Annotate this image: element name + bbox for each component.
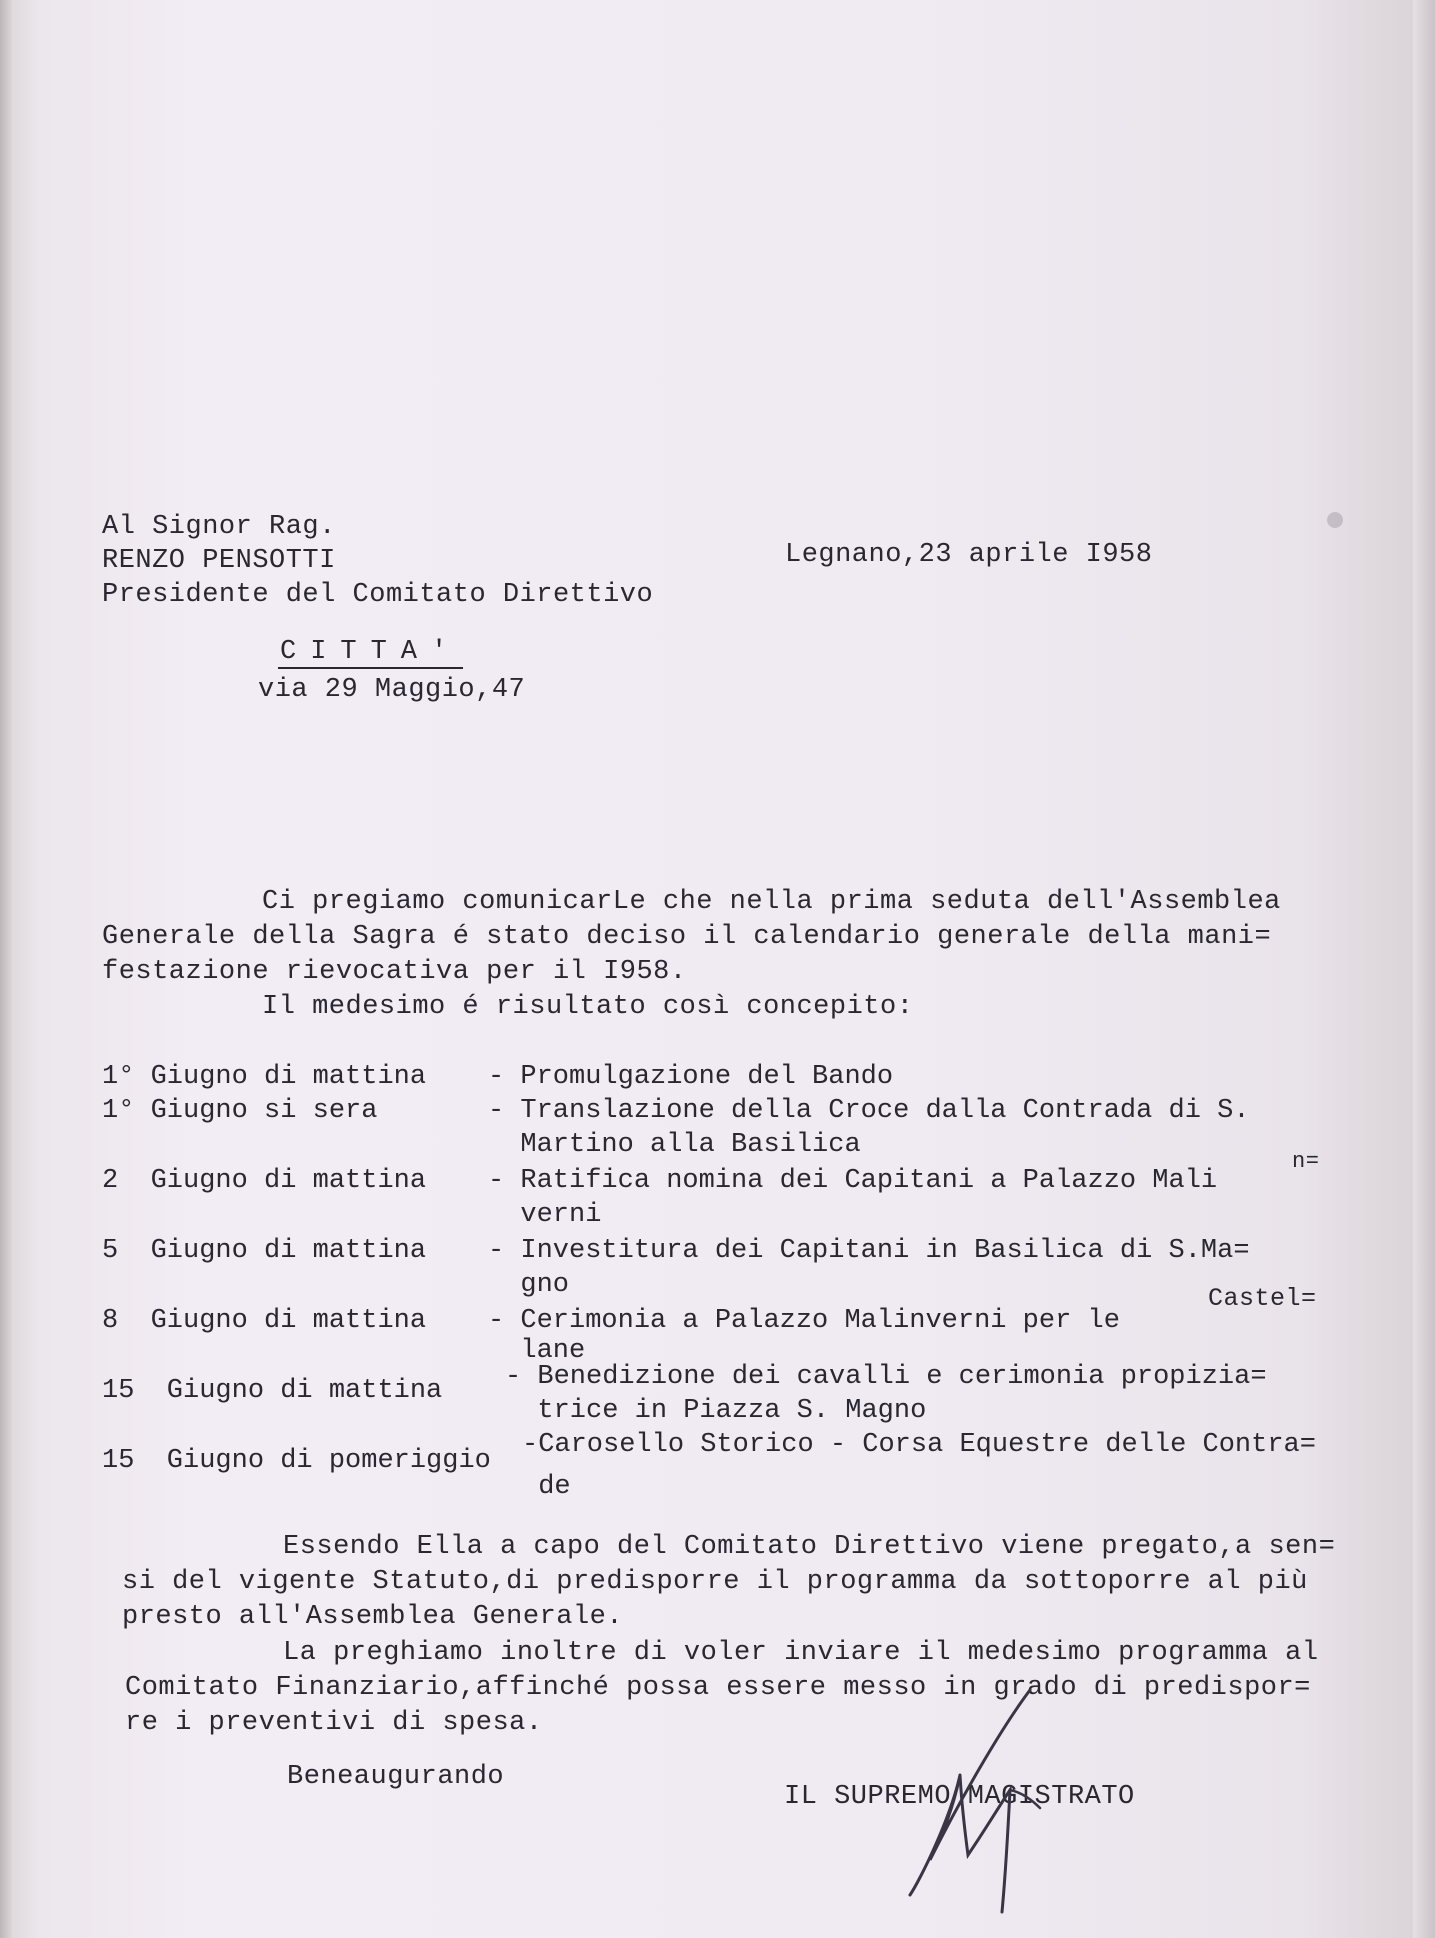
schedule-desc: - Cerimonia a Palazzo Malinverni per le (488, 1306, 1120, 1336)
closing-line: presto all'Assemblea Generale. (122, 1602, 624, 1632)
schedule-desc: - Translazione della Croce dalla Contrada di S. (488, 1096, 1250, 1126)
signature-mark (890, 1680, 1070, 1920)
paper-left-edge (0, 0, 14, 1938)
letter-date: Legnano,23 aprile I958 (785, 540, 1153, 570)
closing-line: La preghiamo inoltre di voler inviare il medesimo programma al (283, 1638, 1319, 1668)
closing-line: Comitato Finanziario,affinché possa essere messo in grado di predispor= (125, 1673, 1311, 1703)
address-street: via 29 Maggio,47 (258, 675, 526, 705)
schedule-date: 1° Giugno di mattina (102, 1062, 427, 1092)
intro-line: Il medesimo é risultato così concepito: (262, 992, 914, 1022)
schedule-margin-note: n= (1292, 1149, 1320, 1174)
schedule-desc: - Promulgazione del Bando (488, 1062, 894, 1092)
paper-right-edge (1413, 0, 1435, 1938)
address-line-title: Al Signor Rag. (102, 512, 336, 542)
schedule-desc: - Investitura dei Capitani in Basilica di S.Ma= (488, 1236, 1250, 1266)
schedule-date: 8 Giugno di mattina (102, 1306, 427, 1336)
schedule-desc: verni (488, 1200, 602, 1230)
schedule-date: 15 Giugno di pomeriggio (102, 1446, 491, 1476)
schedule-desc: - Benedizione dei cavalli e cerimonia propizia= (505, 1362, 1267, 1392)
schedule-date: 15 Giugno di mattina (102, 1376, 443, 1406)
schedule-margin-note: Castel= (1208, 1284, 1317, 1313)
closing-line: re i preventivi di spesa. (125, 1708, 543, 1738)
signatory: IL SUPREMO MAGISTRATO (784, 1782, 1135, 1812)
schedule-desc: de (522, 1472, 571, 1502)
intro-line: Generale della Sagra é stato deciso il calendario generale della mani= (102, 922, 1272, 952)
salutation: Beneaugurando (287, 1762, 505, 1792)
intro-line: Ci pregiamo comunicarLe che nella prima seduta dell'Assemblea (262, 887, 1281, 917)
schedule-date: 2 Giugno di mattina (102, 1166, 427, 1196)
closing-line: Essendo Ella a capo del Comitato Direttivo viene pregato,a sen= (283, 1532, 1336, 1562)
address-city: CITTA' (280, 637, 462, 667)
schedule-desc: gno (488, 1270, 570, 1300)
schedule-desc: - Ratifica nomina dei Capitani a Palazzo Mali (488, 1166, 1218, 1196)
intro-line: festazione rievocativa per il I958. (102, 957, 687, 987)
schedule-date: 1° Giugno si sera (102, 1096, 378, 1126)
closing-line: si del vigente Statuto,di predisporre il programma da sottoporre al più (122, 1567, 1308, 1597)
schedule-desc: lane (488, 1336, 586, 1366)
schedule-date: 5 Giugno di mattina (102, 1236, 427, 1266)
schedule-desc: trice in Piazza S. Magno (505, 1396, 927, 1426)
address-line-name: RENZO PENSOTTI (102, 546, 336, 576)
schedule-desc: Martino alla Basilica (488, 1130, 861, 1160)
address-line-role: Presidente del Comitato Direttivo (102, 580, 654, 610)
schedule-desc: -Carosello Storico - Corsa Equestre delle Contra= (522, 1430, 1316, 1460)
stamp-smudge (1320, 500, 1350, 540)
